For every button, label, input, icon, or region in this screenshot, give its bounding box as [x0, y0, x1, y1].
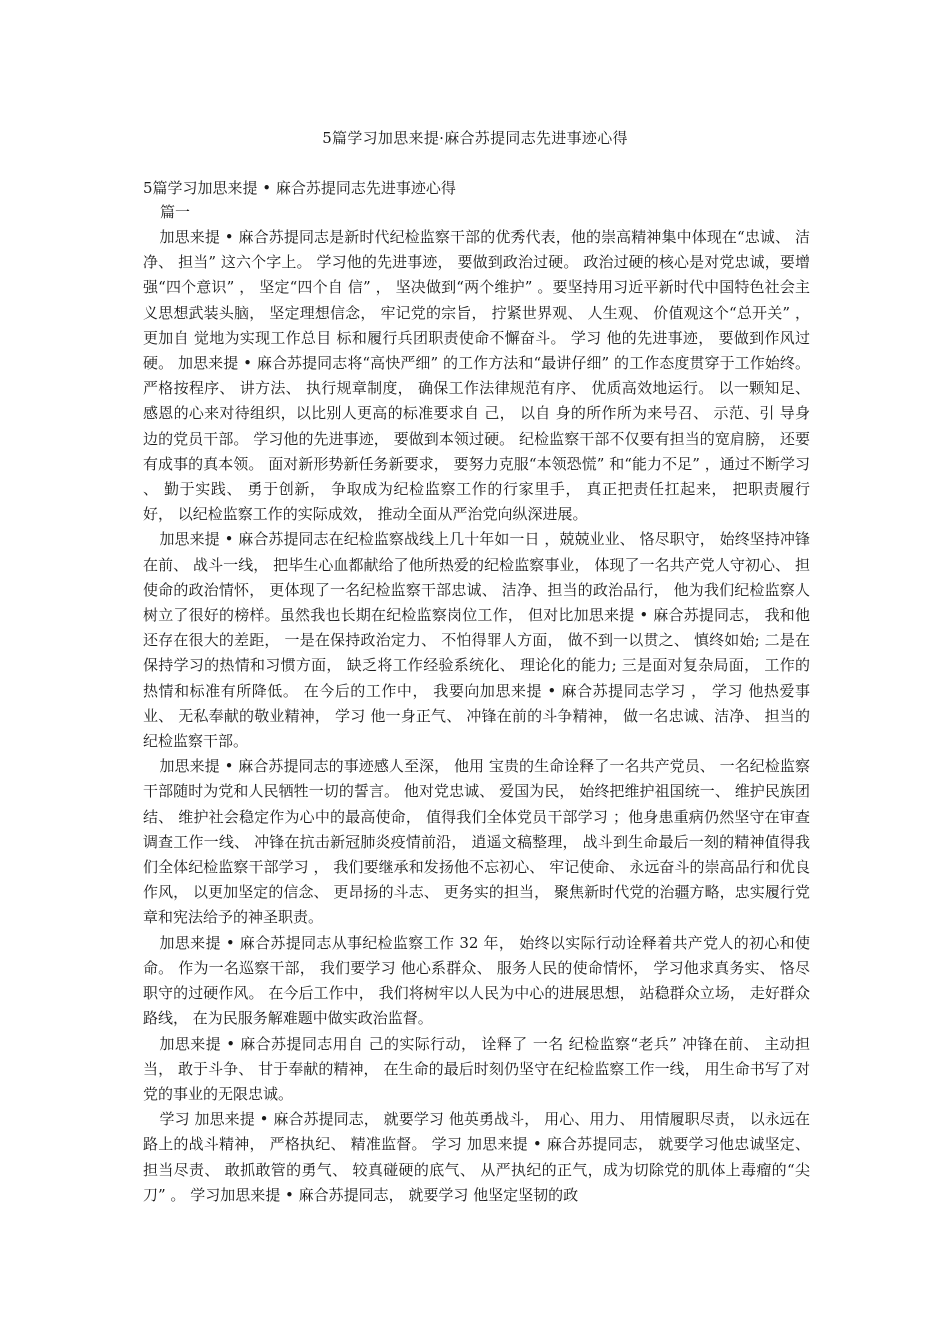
document-body: [143, 225, 810, 1208]
document-subtitle: 5篇学习加思来提 • 麻合苏提同志先进事迹心得: [143, 179, 456, 197]
document-title: 5篇学习加思来提·麻合苏提同志先进事迹心得: [322, 129, 628, 147]
paragraph-1: 加思来提 • 麻合苏提同志是新时代纪检监察干部的优秀代表，他的崇高精神集中体现在“忠诚、 洁净、 担当” 这六个字上。 学习他的先进事迹， 要做到政治过硬。 政治过硬的核心是对党忠诚，要增强“四个意识” ， 坚定“四个自 信” ， 坚决做到“两个维护” 。要坚持用习近平新时代中国特色社会主义思想武装头脑， 坚定理想信念， 牢记党的宗旨， 拧紧世界观、 人生观、 价值观这个“总开关” ， 更加自 觉地为实现工作总目 标和履行兵团职责使命不懈奋斗。 学习 他的先进事迹， 要做到作风过硬。 加思来提 • 麻合苏提同志将“高快严细” 的工作方法和“最讲仔细” 的工作态度贯穿于工作始终。 严格按程序、 讲方法、 执行规章制度， 确保工作法律规范有序、 优质高效地运行。 以一颗知足、 感恩的心来对待组织，以比别人更高的标准要求自 己， 以自 身的所作所为来号召、 示范、引 导身边的党员干部。 学习他的先进事迹， 要做到本领过硬。 纪检监察干部不仅要有担当的宽肩膀， 还要有成事的真本领。 面对新形势新任务新要求， 要努力克服“本领恐慌” 和“能力不足” ，通过不断学习 、 勤于实践、 勇于创新， 争取成为纪检监察工作的行家里手， 真正把责任扛起来， 把职责履行好， 以纪检监察工作的实际成效， 推动全面从严治党向纵深进展。: [143, 228, 810, 524]
paragraph-5: 加思来提 • 麻合苏提同志用自 己的实际行动， 诠释了 一名 纪检监察“老兵” 冲锋在前、 主动担当， 敢于斗争、 甘于奉献的精神， 在生命的最后时刻仍坚守在纪检监察工作一线， 用生命书写了对党的事业的无限忠诚。: [143, 1034, 810, 1103]
paragraph-4: 加思来提 • 麻合苏提同志从事纪检监察工作 32 年， 始终以实际行动诠释着共产党人的初心和使命。 作为一名巡察干部， 我们要学习 他心系群众、 服务人民的使命情怀， 学习他求真务实、 恪尽职守的过硬作风。 在今后工作中， 我们将树牢以人民为中心的进展思想， 站稳群众立场， 走好群众路线， 在为民服务解难题中做实政治监督。: [143, 933, 810, 1028]
section-label: 篇一: [160, 203, 191, 221]
paragraph-6: 学习 加思来提 • 麻合苏提同志， 就要学习 他英勇战斗， 用心、用力、 用情履职尽责， 以永远在路上的战斗精神， 严格执纪、 精准监督。 学习 加思来提 • 麻合苏提同志， 就要学习他忠诚坚定、担当尽责、 敢抓敢管的勇气、 较真碰硬的底气、 从严执纪的正气，成为切除党的肌体上毒瘤的“尖刀” 。 学习加思来提 • 麻合苏提同志， 就要学习 他坚定坚韧的政: [143, 1110, 810, 1204]
paragraph-3: 加思来提 • 麻合苏提同志的事迹感人至深， 他用 宝贵的生命诠释了一名共产党员、 一名纪检监察干部随时为党和人民牺牲一切的誓言。 他对党忠诚、 爱国为民， 始终把维护祖国统一、 维护民族团结、 维护社会稳定作为心中的最高使命， 值得我们全体党员干部学习 ；他身患重病仍然坚守在审查调查工作一线、 冲锋在抗击新冠肺炎疫情前沿， 逍遥文稿整理， 战斗到生命最后一刻的精神值得我们全体纪检监察干部学习 ， 我们要继承和发扬他不忘初心、 牢记使命、 永远奋斗的崇高品行和优良作风， 以更加坚定的信念、 更昂扬的斗志、 更务实的担当， 聚焦新时代党的治疆方略，忠实履行党章和宪法给予的神圣职责。: [143, 757, 810, 927]
paragraph-2: 加思来提 • 麻合苏提同志在纪检监察战线上几十年如一日 ，兢兢业业、 恪尽职守， 始终坚持冲锋在前、 战斗一线， 把毕生心血都献给了他所热爱的纪检监察事业， 体现了一名共产党人守初心、 担使命的政治情怀， 更体现了一名纪检监察干部忠诚、 洁净、担当的政治品行， 他为我们纪检监察人树立了很好的榜样。虽然我也长期在纪检监察岗位工作， 但对比加思来提 • 麻合苏提同志， 我和他还存在很大的差距， 一是在保持政治定力、 不怕得罪人方面， 做不到一以贯之、 慎终如始; 二是在保持学习的热情和习惯方面， 缺乏将工作经验系统化、 理论化的能力; 三是面对复杂局面， 工作的热情和标准有所降低。 在今后的工作中， 我要向加思来提 • 麻合苏提同志学习 ， 学习 他热爱事业、 无私奉献的敬业精神， 学习 他一身正气、 冲锋在前的斗争精神， 做一名忠诚、洁净、 担当的纪检监察干部。: [143, 530, 810, 751]
